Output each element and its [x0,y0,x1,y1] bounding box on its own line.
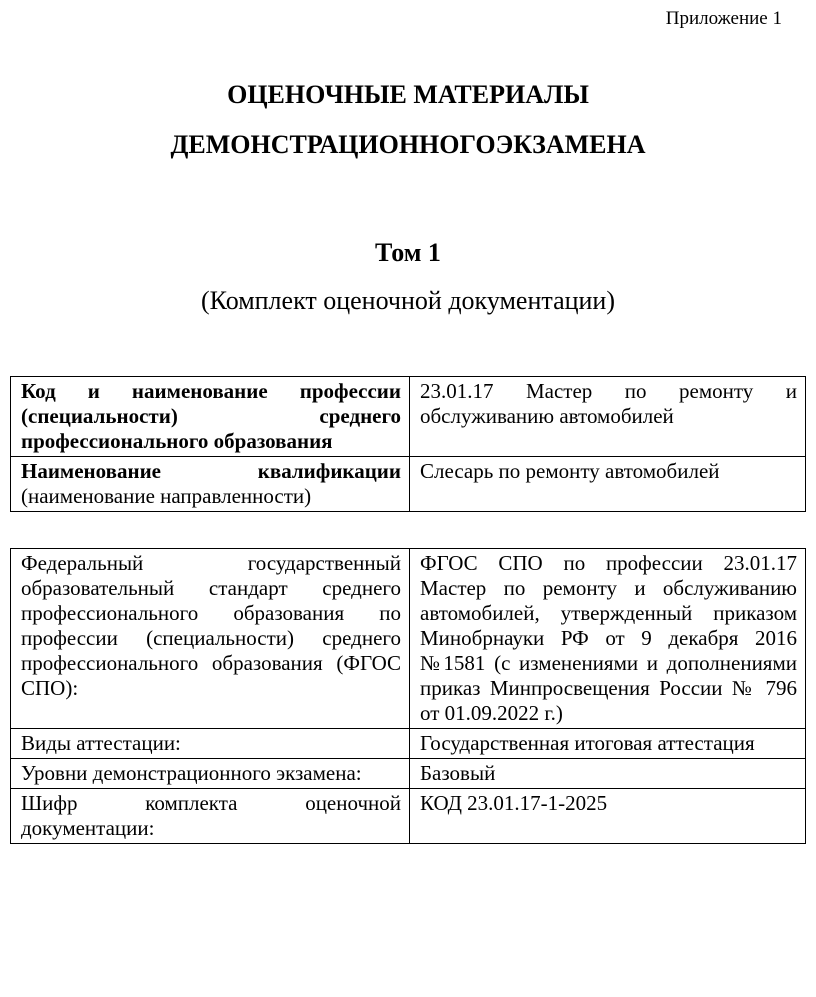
qualification-label-bold: Наименование квалификации [21,459,401,483]
table-row [11,457,806,512]
profession-code-value: 23.01.17 Мастер по ремонту и обслуживанию автомобилей [410,377,806,457]
table-row [11,789,806,844]
document-subtitle: (Комплект оценочной документации) [200,286,616,315]
table-row [11,729,806,759]
fgos-label: Федеральный государственный образовательный стандарт среднего профессионального образования по профессии (специальности) среднего профессионального образования (ФГОС СПО): [11,549,410,729]
doc-code-value: КОД 23.01.17-1-2025 [410,789,806,844]
exam-level-label: Уровни демонстрационного экзамена: [11,759,410,789]
table-row [11,759,806,789]
table-row [11,549,806,729]
table-row [11,377,806,457]
document-title-line1: ОЦЕНОЧНЫЕ МАТЕРИАЛЫ [227,80,589,109]
attestation-type-label: Виды аттестации: [11,729,410,759]
doc-code-label: Шифр комплекта оценочной документации: [11,789,410,844]
volume-label: Том 1 [375,238,441,267]
profession-code-label: Код и наименование профессии (специальности) среднего профессионального образования [11,377,410,457]
attestation-type-value: Государственная итоговая аттестация [410,729,806,759]
qualification-label [11,457,410,512]
standard-table [10,548,806,844]
exam-level-value: Базовый [410,759,806,789]
appendix-label: Приложение 1 [665,8,782,29]
qualification-value: Слесарь по ремонту автомобилей [410,457,806,512]
fgos-value: ФГОС СПО по профессии 23.01.17 Мастер по ремонту и обслуживанию автомобилей, утвержденный приказом Минобрнауки РФ от 9 декабря 2016 №1581 (с изменениями и дополнениями приказ Минпросвещения России № 796 от 01.09.2022 г.) [410,549,806,729]
qualification-table [10,376,806,512]
document-title-line2: ДЕМОНСТРАЦИОННОГОЭКЗАМЕНА [170,130,646,159]
qualification-label-rest: (наименование направленности) [21,484,312,508]
